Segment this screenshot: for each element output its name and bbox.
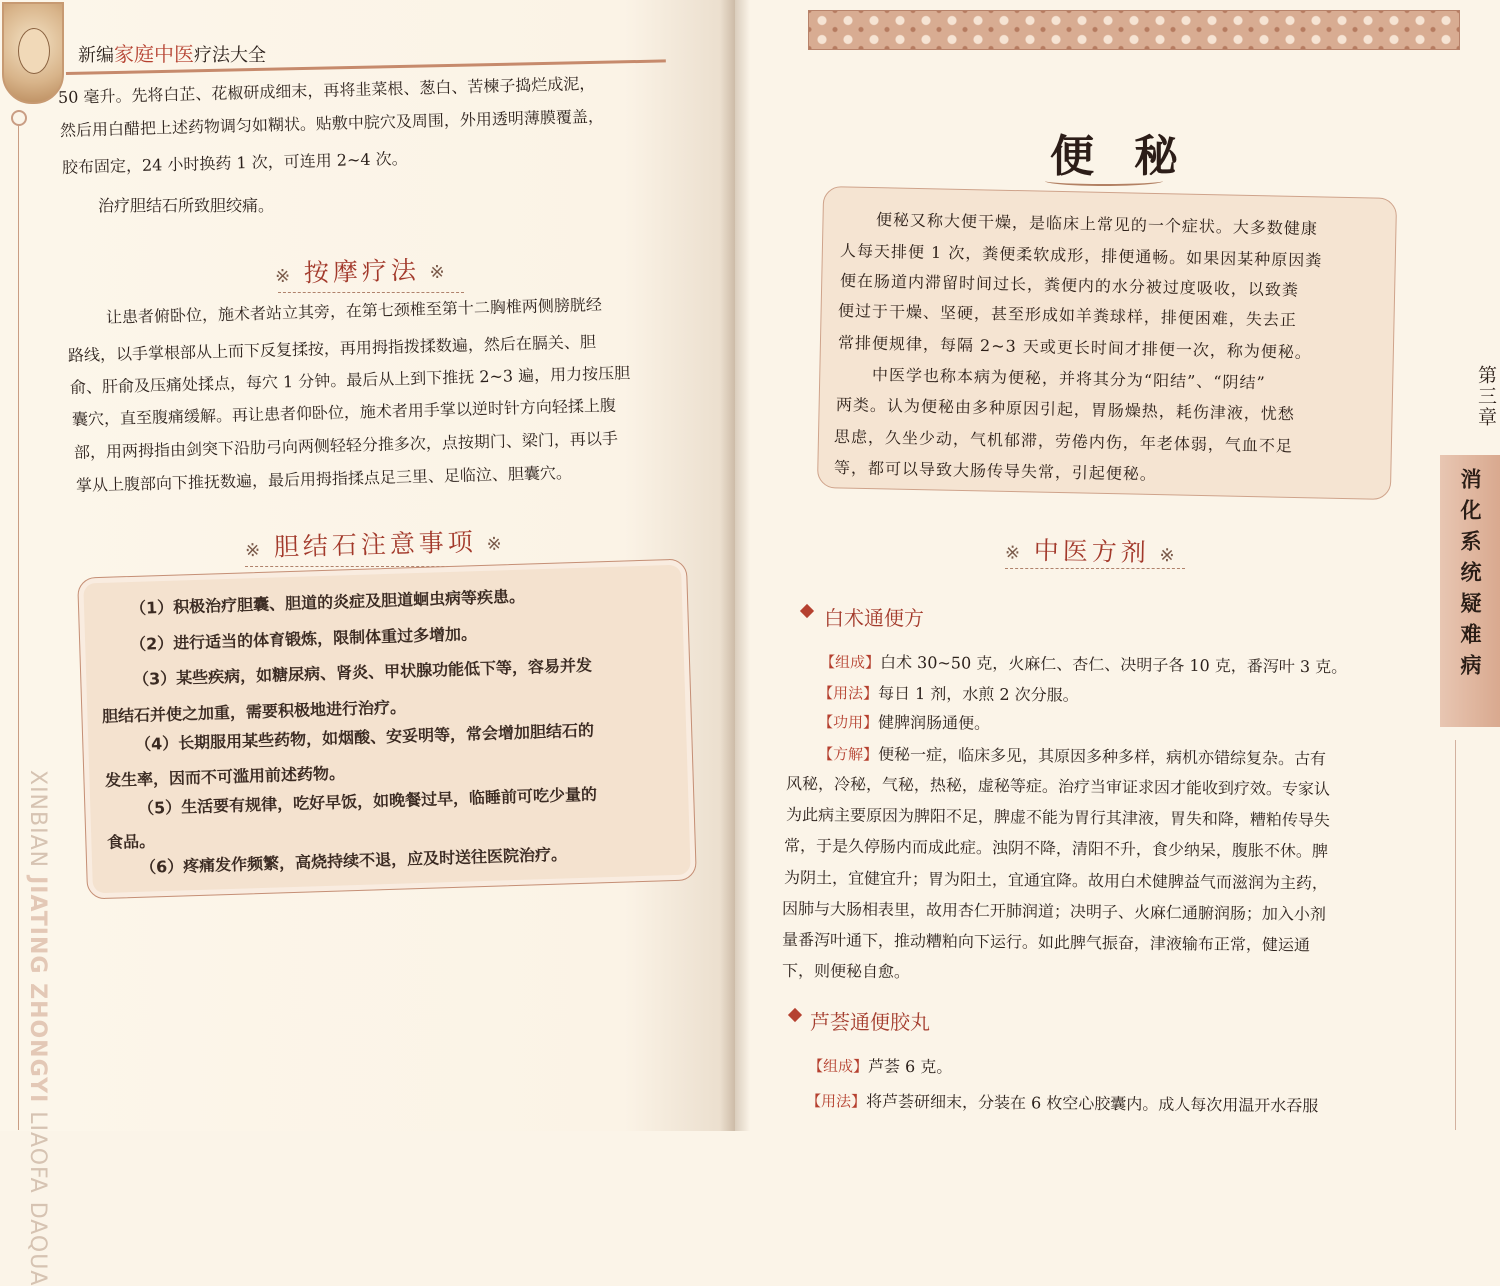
intro-line: 两类。认为便秘由多种原因引起，胃肠燥热，耗伤津液，忧愁: [835, 395, 1296, 424]
chapter-label: 第三章: [1475, 365, 1497, 428]
note-item: （5）生活要有规律，吃好早饭，如晚餐过早，临睡前可吃少量的: [137, 784, 598, 818]
intro-line: 思虑，久坐少动，气机郁滞，劳倦内伤，年老体弱，气血不足: [833, 427, 1294, 456]
margin-line: [18, 110, 19, 1130]
doctor-portrait-icon: [2, 2, 64, 104]
massage-line: 俞、肝俞及压痛处揉点，每穴 1 分钟。最后从上到下推抚 2~3 遍，用力按压胆: [69, 363, 631, 397]
intro-line: 等，都可以导致大肠传导失常，引起便秘。: [833, 458, 1158, 484]
formula-name: 白术通便方: [824, 606, 924, 630]
title-decoration: [1045, 176, 1163, 186]
formula-explanation: 常，于是久停肠内而成此症。浊阴不降，清阳不升，食少纳呆，腹胀不休。脾: [783, 836, 1329, 861]
formula-explanation: 量番泻叶通下，推动糟粕向下运行。如此脾气振奋，津液输布正常，健运通: [781, 930, 1311, 955]
intro-line: 人每天排便 1 次，粪便柔软成形，排便通畅。如果因某种原因粪: [839, 241, 1323, 271]
massage-line: 路线，以手掌根部从上而下反复揉按，再用拇指拨揉数遍，然后在膈关、胆: [67, 332, 597, 365]
intro-line: 便过于干燥、坚硬，甚至形成如羊粪球样，排便困难，失去正: [837, 301, 1298, 330]
formula-composition: 【组成】芦荟 6 克。: [807, 1056, 953, 1077]
formula-explanation: 下，则便秘自愈。: [781, 961, 911, 982]
note-item: （1）积极治疗胆囊、胆道的炎症及胆道蛔虫病等疾患。: [129, 586, 526, 618]
margin-dot-icon: [11, 110, 27, 126]
intro-line: 50 毫升。先将白芷、花椒研成细末，再将韭菜根、葱白、苦楝子捣烂成泥，: [57, 73, 596, 107]
note-item: 发生率，因而不可滥用前述药物。: [104, 763, 346, 790]
note-item: （6）疼痛发作频繁，高烧持续不退，应及时送往医院治疗。: [139, 844, 568, 877]
formula-explanation: 为阴土，宜健宜升；胃为阳土，宜通宜降。故用白术健脾益气而滋润为主药，: [783, 868, 1329, 893]
formula-composition: 【组成】白术 30~50 克，火麻仁、杏仁、决明子各 10 克，番泻叶 3 克。: [819, 652, 1348, 677]
formula-usage: 【用法】每日 1 剂，水煎 2 次分服。: [817, 683, 1079, 705]
diamond-bullet-icon: [800, 604, 814, 618]
formula-explanation: 为此病主要原因为脾阳不足，脾虚不能为胃行其津液，胃失和降，糟粕传导失: [785, 805, 1331, 830]
formula-explanation: 因肺与大肠相表里，故用杏仁开肺润道；决明子、火麻仁通腑润肠；加入小剂: [781, 899, 1327, 924]
left-page: [0, 0, 735, 1286]
note-item: 食品。: [106, 831, 156, 852]
chapter-topic: 消化系统疑难病: [1458, 468, 1482, 685]
intro-line: 常排便规律，每隔 2~3 天或更长时间才排便一次，称为便秘。: [837, 333, 1313, 362]
massage-line: 部，用两拇指由剑突下沿肋弓向两侧轻轻分推多次，点按期门、梁门，再以手: [73, 428, 619, 462]
intro-line: 治疗胆结石所致胆绞痛。: [98, 196, 275, 215]
massage-line: 掌从上腹部向下推抚数遍，最后用拇指揉点足三里、足临泣、胆囊穴。: [75, 463, 573, 495]
massage-line: 让患者俯卧位，施术者站立其旁，在第七颈椎至第十二胸椎两侧膀胱经: [105, 295, 603, 327]
formula-explanation: 风秘，冷秘，气秘，热秘，虚秘等症。治疗当审证求因才能收到疗效。专家认: [785, 774, 1331, 799]
ornament-band: [808, 10, 1460, 50]
formula-section-title: ※ 中医方剂 ※: [1004, 535, 1179, 568]
page-title: 便秘: [1050, 131, 1218, 182]
massage-line: 囊穴，直至腹痛缓解。再让患者仰卧位，施术者用手掌以逆时针方向轻揉上腹: [71, 395, 617, 429]
note-item: 胆结石并使之加重，需要积极地进行治疗。: [101, 697, 407, 726]
massage-title: ※ 按摩疗法 ※: [274, 255, 450, 288]
book-spine: [720, 0, 750, 1131]
intro-line: 然后用白醋把上述药物调匀如糊状。贴敷中脘穴及周围，外用透明薄膜覆盖，: [59, 106, 605, 140]
notes-title: ※ 胆结石注意事项 ※: [244, 527, 506, 562]
intro-line: 便秘又称大便干燥，是临床上常见的一个症状。大多数健康: [875, 210, 1319, 239]
intro-line: 便在肠道内滞留时间过长，粪便内的水分被过度吸收，以致粪: [839, 271, 1300, 300]
formula-usage: 【用法】将芦荟研细末，分装在 6 枚空心胶囊内。成人每次用温开水吞服: [805, 1091, 1319, 1116]
note-item: （2）进行适当的体育锻炼，限制体重过多增加。: [129, 624, 478, 654]
spine-pinyin: XINBIAN JIATING ZHONGYI LIAOFA DAQUA: [25, 770, 50, 1286]
margin-line-right: [1455, 740, 1456, 1130]
formula-name: 芦荟通便胶丸: [810, 1010, 930, 1034]
intro-line: 胶布固定，24 小时换药 1 次，可连用 2~4 次。: [61, 148, 408, 177]
formula-explanation: 【方解】便秘一症，临床多见，其原因多种多样，病机亦错综复杂。古有: [817, 744, 1327, 769]
intro-line: 中医学也称本病为便秘，并将其分为“阳结”、“阴结”: [871, 365, 1266, 393]
formula-title-underline: [1005, 568, 1185, 569]
formula-function: 【功用】健脾润肠通便。: [817, 712, 991, 733]
note-item: （4）长期服用某些药物，如烟酸、安妥明等，常会增加胆结石的: [134, 720, 595, 754]
book-title: 新编家庭中医疗法大全: [78, 42, 266, 66]
note-item: （3）某些疾病，如糖尿病、肾炎、甲状腺功能低下等，容易并发: [132, 655, 593, 689]
diamond-bullet-icon: [788, 1008, 802, 1022]
